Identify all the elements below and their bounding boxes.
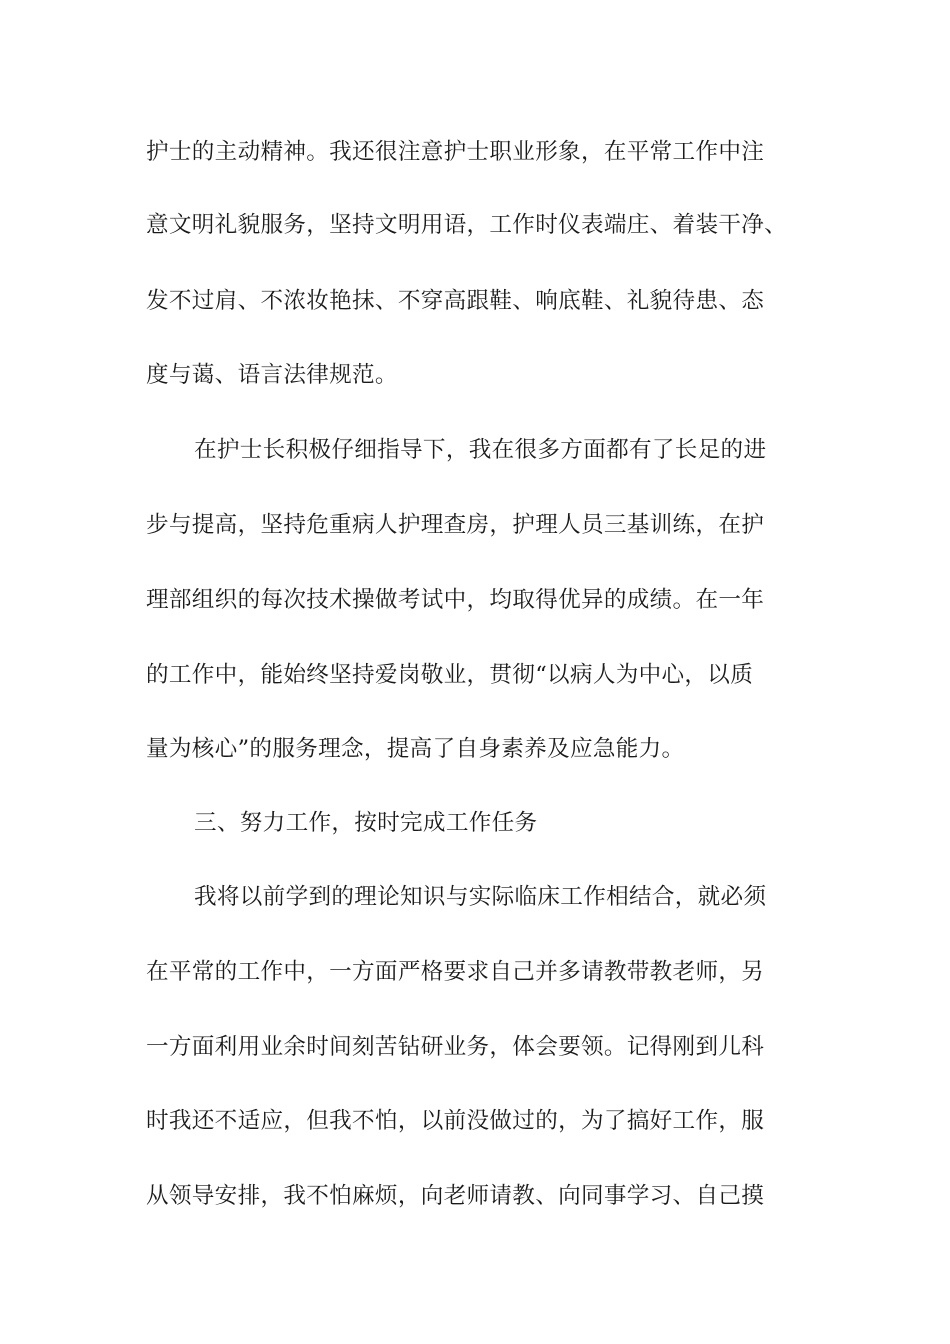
paragraph-first-line: 在护士长积极仔细指导下，我在很多方面都有了长足的进 (194, 437, 767, 463)
text-line: 理部组织的每次技术操做考试中，均取得优异的成绩。在一年 (146, 587, 765, 613)
text-line: 的工作中，能始终坚持爱岗敬业，贯彻“以病人为中心，以质 (146, 662, 754, 688)
text-line: 意文明礼貌服务，坚持文明用语，工作时仪表端庄、着装干净、 (146, 212, 788, 238)
text-line: 度与蔼、语言法律规范。 (146, 362, 398, 388)
text-line: 时我还不适应，但我不怕，以前没做过的，为了搞好工作，服 (146, 1108, 765, 1134)
text-line: 步与提高，坚持危重病人护理查房，护理人员三基训练，在护 (146, 512, 765, 538)
text-line: 护士的主动精神。我还很注意护士职业形象，在平常工作中注 (146, 139, 765, 165)
text-line: 从领导安排，我不怕麻烦，向老师请教、向同事学习、自己摸 (146, 1183, 765, 1209)
text-line: 发不过肩、不浓妆艳抹、不穿高跟鞋、响底鞋、礼貌待患、态 (146, 288, 765, 314)
text-line: 一方面利用业余时间刻苦钻研业务，体会要领。记得刚到儿科 (146, 1034, 765, 1060)
text-line: 在平常的工作中，一方面严格要求自己并多请教带教老师，另 (146, 959, 765, 985)
section-heading: 三、努力工作，按时完成工作任务 (194, 810, 538, 836)
text-line: 量为核心”的服务理念，提高了自身素养及应急能力。 (146, 736, 685, 762)
paragraph-first-line: 我将以前学到的理论知识与实际临床工作相结合，就必须 (194, 884, 767, 910)
